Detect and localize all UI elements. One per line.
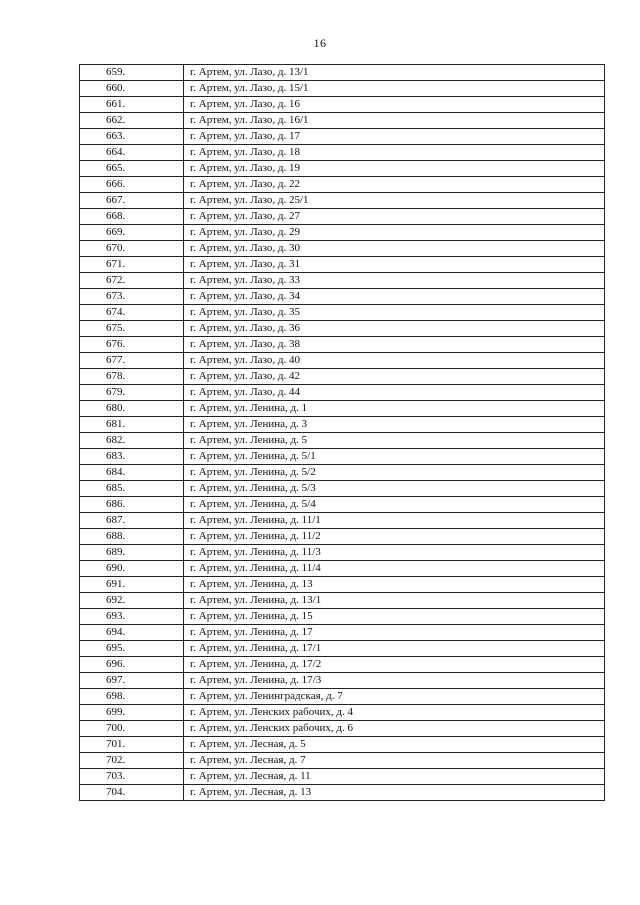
row-address: г. Артем, ул. Ленина, д. 11/2 xyxy=(184,529,605,545)
table-row xyxy=(80,113,605,129)
row-address: г. Артем, ул. Лесная, д. 13 xyxy=(184,785,605,801)
row-address: г. Артем, ул. Лазо, д. 15/1 xyxy=(184,81,605,97)
table-row xyxy=(80,193,605,209)
row-address: г. Артем, ул. Ленина, д. 1 xyxy=(184,401,605,417)
row-number: 662. xyxy=(80,113,184,129)
row-number: 663. xyxy=(80,129,184,145)
table-row xyxy=(80,97,605,113)
row-number: 667. xyxy=(80,193,184,209)
table-row xyxy=(80,481,605,497)
table-row xyxy=(80,209,605,225)
table-row xyxy=(80,129,605,145)
table-row xyxy=(80,625,605,641)
row-number: 697. xyxy=(80,673,184,689)
table-row xyxy=(80,417,605,433)
row-address: г. Артем, ул. Лазо, д. 38 xyxy=(184,337,605,353)
row-number: 701. xyxy=(80,737,184,753)
table-row xyxy=(80,593,605,609)
row-number: 677. xyxy=(80,353,184,369)
row-address: г. Артем, ул. Лесная, д. 5 xyxy=(184,737,605,753)
row-number: 664. xyxy=(80,145,184,161)
table-row xyxy=(80,289,605,305)
row-address: г. Артем, ул. Ленина, д. 17 xyxy=(184,625,605,641)
row-address: г. Артем, ул. Ленина, д. 5/3 xyxy=(184,481,605,497)
row-number: 695. xyxy=(80,641,184,657)
row-number: 678. xyxy=(80,369,184,385)
table-row xyxy=(80,401,605,417)
address-table xyxy=(79,64,605,801)
table-row xyxy=(80,705,605,721)
row-number: 685. xyxy=(80,481,184,497)
row-address: г. Артем, ул. Лазо, д. 35 xyxy=(184,305,605,321)
table-row xyxy=(80,577,605,593)
row-number: 680. xyxy=(80,401,184,417)
row-number: 690. xyxy=(80,561,184,577)
table-row xyxy=(80,689,605,705)
row-number: 673. xyxy=(80,289,184,305)
table-row xyxy=(80,561,605,577)
row-address: г. Артем, ул. Ленина, д. 5/2 xyxy=(184,465,605,481)
row-number: 671. xyxy=(80,257,184,273)
page-number: 16 xyxy=(313,36,327,50)
row-address: г. Артем, ул. Лазо, д. 31 xyxy=(184,257,605,273)
table-row xyxy=(80,737,605,753)
row-number: 668. xyxy=(80,209,184,225)
row-number: 659. xyxy=(80,65,184,81)
row-address: г. Артем, ул. Ленских рабочих, д. 4 xyxy=(184,705,605,721)
row-address: г. Артем, ул. Ленина, д. 11/1 xyxy=(184,513,605,529)
row-address: г. Артем, ул. Лазо, д. 13/1 xyxy=(184,65,605,81)
row-number: 665. xyxy=(80,161,184,177)
row-number: 670. xyxy=(80,241,184,257)
row-number: 675. xyxy=(80,321,184,337)
row-number: 674. xyxy=(80,305,184,321)
table-row xyxy=(80,673,605,689)
row-number: 686. xyxy=(80,497,184,513)
row-number: 676. xyxy=(80,337,184,353)
row-address: г. Артем, ул. Лазо, д. 16 xyxy=(184,97,605,113)
table-row xyxy=(80,609,605,625)
table-row xyxy=(80,257,605,273)
row-number: 689. xyxy=(80,545,184,561)
row-number: 702. xyxy=(80,753,184,769)
row-address: г. Артем, ул. Ленина, д. 5 xyxy=(184,433,605,449)
row-address: г. Артем, ул. Ленина, д. 15 xyxy=(184,609,605,625)
table-row xyxy=(80,657,605,673)
row-address: г. Артем, ул. Лазо, д. 44 xyxy=(184,385,605,401)
table-row xyxy=(80,65,605,81)
row-address: г. Артем, ул. Лазо, д. 30 xyxy=(184,241,605,257)
row-address: г. Артем, ул. Ленина, д. 5/1 xyxy=(184,449,605,465)
row-address: г. Артем, ул. Лазо, д. 40 xyxy=(184,353,605,369)
table-row xyxy=(80,529,605,545)
table-row xyxy=(80,465,605,481)
table-row xyxy=(80,225,605,241)
row-number: 669. xyxy=(80,225,184,241)
address-table-body xyxy=(80,65,605,801)
table-row xyxy=(80,545,605,561)
row-number: 679. xyxy=(80,385,184,401)
row-address: г. Артем, ул. Лазо, д. 18 xyxy=(184,145,605,161)
row-number: 691. xyxy=(80,577,184,593)
row-address: г. Артем, ул. Лазо, д. 33 xyxy=(184,273,605,289)
table-row xyxy=(80,177,605,193)
row-address: г. Артем, ул. Ленина, д. 17/2 xyxy=(184,657,605,673)
row-address: г. Артем, ул. Ленина, д. 5/4 xyxy=(184,497,605,513)
table-row xyxy=(80,241,605,257)
row-number: 700. xyxy=(80,721,184,737)
table-row xyxy=(80,449,605,465)
row-number: 688. xyxy=(80,529,184,545)
table-row xyxy=(80,305,605,321)
row-number: 682. xyxy=(80,433,184,449)
row-address: г. Артем, ул. Лазо, д. 17 xyxy=(184,129,605,145)
row-address: г. Артем, ул. Лазо, д. 27 xyxy=(184,209,605,225)
row-number: 696. xyxy=(80,657,184,673)
row-number: 692. xyxy=(80,593,184,609)
row-number: 683. xyxy=(80,449,184,465)
row-address: г. Артем, ул. Ленина, д. 3 xyxy=(184,417,605,433)
row-number: 699. xyxy=(80,705,184,721)
row-address: г. Артем, ул. Ленина, д. 11/3 xyxy=(184,545,605,561)
table-row xyxy=(80,497,605,513)
row-address: г. Артем, ул. Ленина, д. 13/1 xyxy=(184,593,605,609)
row-number: 704. xyxy=(80,785,184,801)
table-row xyxy=(80,769,605,785)
table-row xyxy=(80,753,605,769)
row-number: 660. xyxy=(80,81,184,97)
row-address: г. Артем, ул. Ленина, д. 17/3 xyxy=(184,673,605,689)
row-number: 672. xyxy=(80,273,184,289)
row-number: 693. xyxy=(80,609,184,625)
row-address: г. Артем, ул. Лесная, д. 11 xyxy=(184,769,605,785)
row-number: 661. xyxy=(80,97,184,113)
row-number: 698. xyxy=(80,689,184,705)
table-row xyxy=(80,433,605,449)
row-address: г. Артем, ул. Лазо, д. 34 xyxy=(184,289,605,305)
row-address: г. Артем, ул. Лазо, д. 16/1 xyxy=(184,113,605,129)
row-number: 666. xyxy=(80,177,184,193)
table-row xyxy=(80,385,605,401)
table-row xyxy=(80,353,605,369)
row-address: г. Артем, ул. Ленинградская, д. 7 xyxy=(184,689,605,705)
table-row xyxy=(80,321,605,337)
row-number: 684. xyxy=(80,465,184,481)
row-number: 681. xyxy=(80,417,184,433)
table-row xyxy=(80,513,605,529)
row-address: г. Артем, ул. Лазо, д. 42 xyxy=(184,369,605,385)
table-row xyxy=(80,369,605,385)
table-row xyxy=(80,145,605,161)
table-row xyxy=(80,337,605,353)
table-row xyxy=(80,721,605,737)
table-row xyxy=(80,273,605,289)
row-address: г. Артем, ул. Лазо, д. 19 xyxy=(184,161,605,177)
row-address: г. Артем, ул. Лазо, д. 29 xyxy=(184,225,605,241)
row-address: г. Артем, ул. Ленина, д. 11/4 xyxy=(184,561,605,577)
row-number: 694. xyxy=(80,625,184,641)
row-address: г. Артем, ул. Ленских рабочих, д. 6 xyxy=(184,721,605,737)
row-number: 703. xyxy=(80,769,184,785)
table-row xyxy=(80,785,605,801)
row-address: г. Артем, ул. Лазо, д. 36 xyxy=(184,321,605,337)
row-address: г. Артем, ул. Лазо, д. 22 xyxy=(184,177,605,193)
row-address: г. Артем, ул. Ленина, д. 17/1 xyxy=(184,641,605,657)
row-address: г. Артем, ул. Ленина, д. 13 xyxy=(184,577,605,593)
table-row xyxy=(80,161,605,177)
row-address: г. Артем, ул. Лазо, д. 25/1 xyxy=(184,193,605,209)
row-address: г. Артем, ул. Лесная, д. 7 xyxy=(184,753,605,769)
table-row xyxy=(80,641,605,657)
row-number: 687. xyxy=(80,513,184,529)
table-row xyxy=(80,81,605,97)
